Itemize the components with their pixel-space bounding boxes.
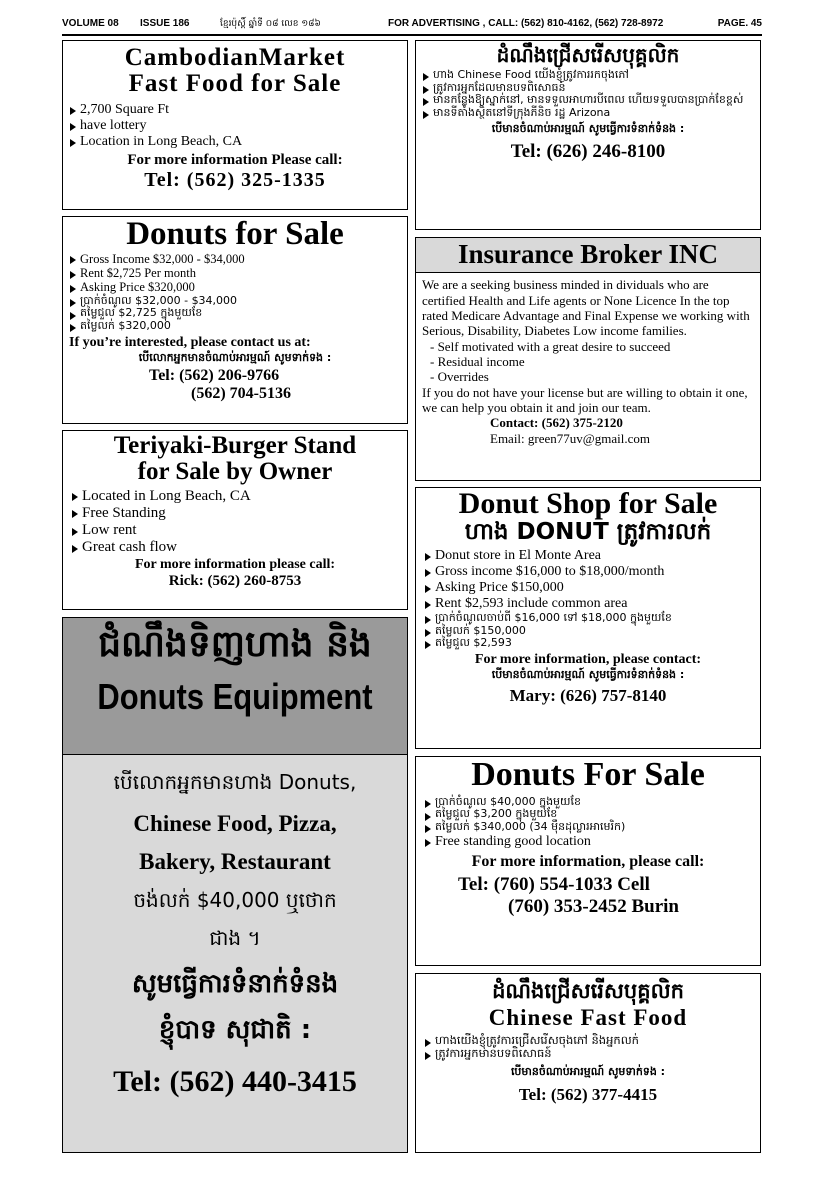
ad-feature-list [422,69,754,120]
ad-info-text: For more information, please contact: [474,651,702,667]
list-item: Gross income $16,000 to $18,000/month [424,564,752,580]
list-item: Donut store in El Monte Area [424,548,752,564]
volume-label: VOLUME 08 [62,18,119,29]
list-item: have lottery [69,118,401,134]
ad-line: បើលោកអ្នកមានហាង Donuts, [113,770,357,794]
khmer-issue-label: ខ្មែរប៉ុស្ដិ៍ ឆ្នាំទី ០៨ លេខ ១៨៦ [220,19,321,29]
header-divider [62,34,762,36]
ad-info-text: For more information, please call: [471,852,705,870]
ad-donut-shop [415,487,761,749]
ad-phone-secondary: (760) 353-2452 Burin [508,895,679,917]
ad-phone: Tel: (760) 554-1033 Cell [458,873,650,895]
ad-title: Teriyaki-Burger Stand [113,432,357,459]
list-item: Low rent [71,522,399,539]
list-item: Asking Price $150,000 [424,580,752,596]
list-item: តម្លៃលក់ $150,000 [424,625,752,638]
ad-contact-text: If you’re interested, please contact us at: [69,334,311,350]
ad-phone-secondary: (562) 704-5136 [191,384,291,402]
ad-body-text: If you do not have your license but are willing to obtain it one, we can help you obtain it and join our team. [422,384,748,415]
ad-phone: Tel: (562) 440-3415 [113,1065,357,1098]
ad-phone: Tel: (562) 377-4415 [518,1084,658,1104]
ad-cambodian-market [62,40,408,210]
ad-feature-list [71,488,399,557]
ad-phone: Mary: (626) 757-8140 [509,685,667,705]
ad-phone: Rick: (562) 260-8753 [168,572,302,589]
ad-point: - Overrides [430,369,489,385]
ad-line: Bakery, Restaurant [139,849,331,874]
ad-feature-list [424,796,752,850]
ad-donuts-for-sale [62,216,408,424]
page-number: PAGE. 45 [717,18,762,29]
ad-feature-list [69,102,401,150]
list-item: Asking Price $320,000 [69,280,401,294]
list-item: Location in Long Beach, CA [69,134,401,150]
ad-line: ជាង ។ [209,926,261,950]
ad-title: Donut Shop for Sale [458,487,718,520]
list-item: មានកន្លែងឱ្យស្នាក់នៅ, មានទទួលអាហារបីពេល ហើយទទួលបានប្រាក់ខែខ្ពស់ [422,94,754,107]
list-item: ប្រាក់ចំណូលចាប់ពី $16,000 ទៅ $18,000 ក្នុងមួយខែ [424,612,752,625]
list-item: Free standing good location [424,834,752,850]
list-item: ត្រូវការអ្នកដែលមានបទពិសោធន៍ [422,82,754,95]
ad-subtitle: for Sale by Owner [137,458,333,486]
ad-title: Donuts Equipment [97,675,373,717]
ad-feature-list [424,1034,752,1060]
ad-point: - Self motivated with a great desire to succeed [430,338,671,354]
page-header [62,18,762,34]
list-item: Rent $2,593 include common area [424,596,752,612]
ad-feature-list [424,548,752,650]
list-item: តម្លៃលក់ $320,000 [69,320,401,333]
ad-phone: Tel: (626) 246-8100 [510,140,666,162]
ad-title: Donuts for Sale [126,216,344,252]
list-item: Rent $2,725 Per month [69,266,401,280]
list-item: មានទីតាំងស្ថិតនៅទីក្រុងភីនិច រដ្ឋ Arizona [422,107,754,120]
list-item: Free Standing [71,505,399,522]
advertising-line: FOR ADVERTISING , CALL: (562) 810-4162, (562) 728-8972 [388,18,664,29]
ad-insurance-broker [415,237,761,481]
list-item: ត្រូវការអ្នកមានបទពិសោធន៍ [424,1047,752,1060]
ad-line: ចង់លក់ $40,000 ឬថោក [133,888,337,912]
list-item: តម្លៃជួល $2,593 [424,637,752,650]
list-item: ប្រាក់ចំណូល $32,000 - $34,000 [69,295,401,308]
ad-title: Insurance Broker INC [416,238,760,273]
ad-info-text: For more information Please call: [127,151,343,168]
ad-khmer-contact: បើមានចំណាប់អារម្មណ៍ សូមធ្វើការទំនាក់ទំនង : [491,667,685,681]
list-item: ហាង Chinese Food យើងខ្ញុំត្រូវការរកចុងភៅ [422,69,754,82]
ad-point: - Residual income [430,353,525,369]
list-item: Located in Long Beach, CA [71,488,399,505]
ad-hiring-chinese-food [415,40,761,230]
ad-phone: Tel: (562) 325-1335 [144,168,326,191]
ad-info-text: For more information please call: [134,556,336,572]
ad-title: Chinese Fast Food [488,1005,688,1031]
ad-body-text: We are a seeking business minded in dividuals who are certified Health and Life agents or None Licence In the top rated Medicare Advantage and Final Expense we working with Serious, Disability, Diabetes Low income families. [422,277,750,339]
ad-donuts-equipment [62,617,408,1153]
ad-khmer-contact: បើមានចំណាប់អារម្មណ៍ សូមធ្វើការទំនាក់ទំនង : [491,121,685,135]
ad-khmer-title: ដំណឹងជ្រើសរើសបុគ្គលិក [496,43,680,67]
issue-label: ISSUE 186 [140,18,190,29]
ad-khmer-title: ដំណឹងជ្រើសរើសបុគ្គលិក [492,979,684,1003]
ad-email: Email: green77uv@gmail.com [490,430,650,446]
ad-title: Donuts For Sale [471,756,705,793]
ad-header-band [63,618,407,755]
ad-donuts-for-sale-2 [415,756,761,966]
ad-phone: Tel: (562) 206-9766 [149,366,280,384]
list-item: តម្លៃជួល $3,200 ក្នុងមួយខែ [424,808,752,821]
ad-hiring-chinese-fast-food [415,973,761,1153]
list-item: ប្រាក់ចំណូល $40,000 ក្នុងមួយខែ [424,796,752,809]
list-item: តម្លៃលក់ $340,000 (34 ម៉ឺនដុល្លារអាមេរិក) [424,821,752,834]
ad-khmer-name: ខ្ញុំបាទ សុជាតិ : [158,1015,312,1045]
ad-subtitle: Fast Food for Sale [128,70,342,98]
list-item: 2,700 Square Ft [69,102,401,118]
ad-phone: Contact: (562) 375-2120 [490,415,623,431]
ad-line: Chinese Food, Pizza, [133,811,337,836]
ad-khmer-title: ជំណឹងទិញហាង និង [98,624,372,665]
ad-title: CambodianMarket [124,44,346,71]
list-item: តម្លៃជួល $2,725 ក្នុងមួយខែ [69,307,401,320]
ad-khmer-contact: សូមធ្វើការទំនាក់ទំនង [131,969,339,999]
list-item: Great cash flow [71,539,399,556]
list-item: ហាងយើងខ្ញុំត្រូវការជ្រើសរើសចុងភៅ និងអ្នកលក់ [424,1034,752,1047]
ad-khmer-contact: បើលោកអ្នកមានចំណាប់អារម្មណ៍ សូមទាក់ទង : [138,350,332,364]
ad-feature-list [69,252,401,333]
ad-khmer-title: ហាង DONUT ត្រូវការលក់ [464,518,712,545]
ad-teriyaki-burger [62,430,408,610]
ad-khmer-contact: បើមានចំណាប់អារម្មណ៍ សូមទាក់ទង : [510,1064,666,1078]
list-item: Gross Income $32,000 - $34,000 [69,252,401,266]
